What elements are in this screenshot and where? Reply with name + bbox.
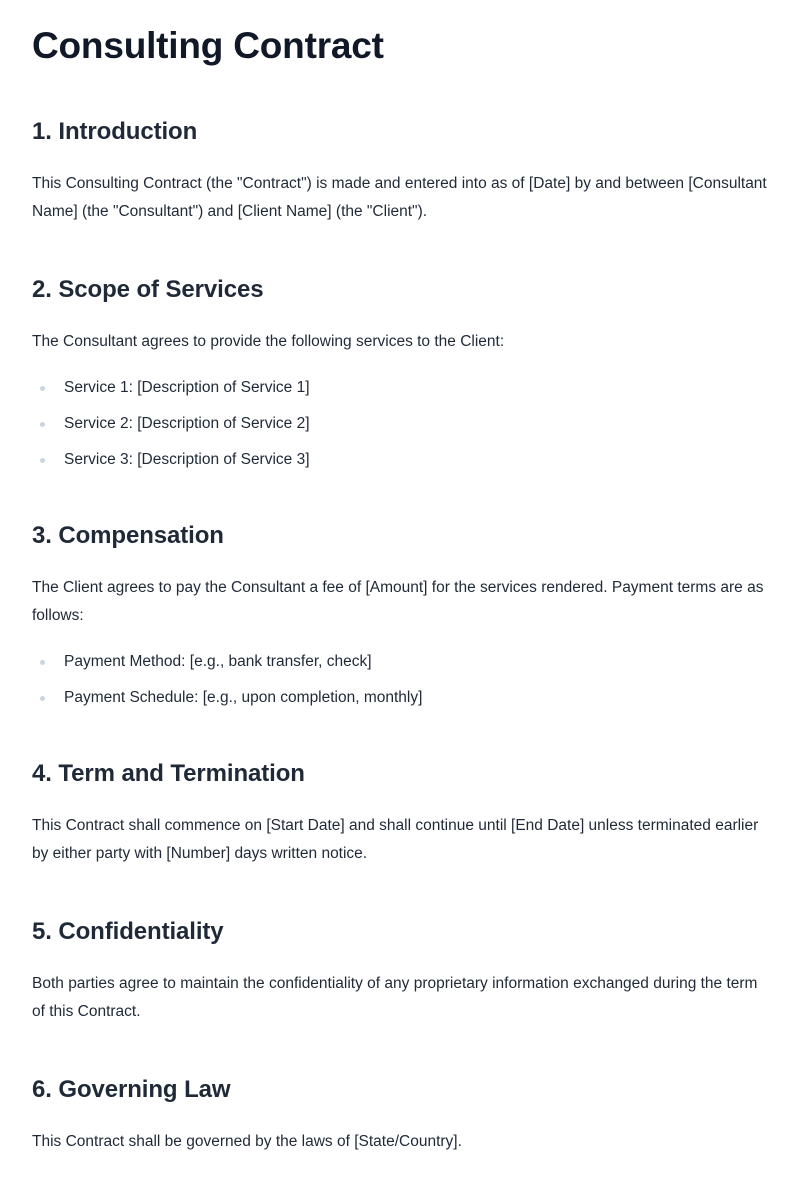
payment-terms-list (32, 650, 768, 710)
section-paragraph: The Client agrees to pay the Consultant a fee of [Amount] for the services rendered. Payment terms are as follows: (32, 579, 764, 624)
section-paragraph: This Contract shall commence on [Start Date] and shall continue until [End Date] unless terminated earlier by either party with [Number] days written notice. (32, 817, 759, 862)
section-heading: 4. Term and Termination (32, 760, 305, 787)
section-heading: 6. Governing Law (32, 1076, 231, 1103)
section-heading: 2. Scope of Services (32, 276, 264, 303)
section-confidentiality (32, 916, 768, 1026)
section-term-and-termination (32, 758, 768, 868)
section-heading: 3. Compensation (32, 522, 224, 549)
section-introduction (32, 116, 768, 226)
page-title: Consulting Contract (32, 25, 384, 66)
bullet-icon (40, 386, 45, 391)
list-item (32, 412, 768, 436)
section-paragraph: This Contract shall be governed by the laws of [State/Country]. (32, 1133, 462, 1150)
list-item (32, 448, 768, 472)
section-paragraph: This Consulting Contract (the "Contract") is made and entered into as of [Date] by and between [Consultant Name] (the "Consultant") and [Client Name] (the "Client"). (32, 175, 767, 220)
section-compensation (32, 520, 768, 710)
bullet-icon (40, 660, 45, 665)
section-scope-of-services (32, 274, 768, 472)
section-governing-law (32, 1074, 768, 1156)
section-heading: 1. Introduction (32, 118, 198, 145)
list-item-text: Service 3: [Description of Service 3] (64, 451, 310, 468)
bullet-icon (40, 458, 45, 463)
list-item-text: Service 1: [Description of Service 1] (64, 379, 310, 396)
section-heading: 5. Confidentiality (32, 918, 224, 945)
section-paragraph: Both parties agree to maintain the confidentiality of any proprietary information exchanged during the term of this Contract. (32, 975, 758, 1020)
bullet-icon (40, 422, 45, 427)
list-item-text: Payment Schedule: [e.g., upon completion, monthly] (64, 689, 423, 706)
list-item (32, 686, 768, 710)
list-item-text: Payment Method: [e.g., bank transfer, check] (64, 653, 372, 670)
section-paragraph: The Consultant agrees to provide the following services to the Client: (32, 333, 505, 350)
services-list (32, 376, 768, 472)
list-item (32, 650, 768, 674)
bullet-icon (40, 696, 45, 701)
list-item (32, 376, 768, 400)
list-item-text: Service 2: [Description of Service 2] (64, 415, 310, 432)
